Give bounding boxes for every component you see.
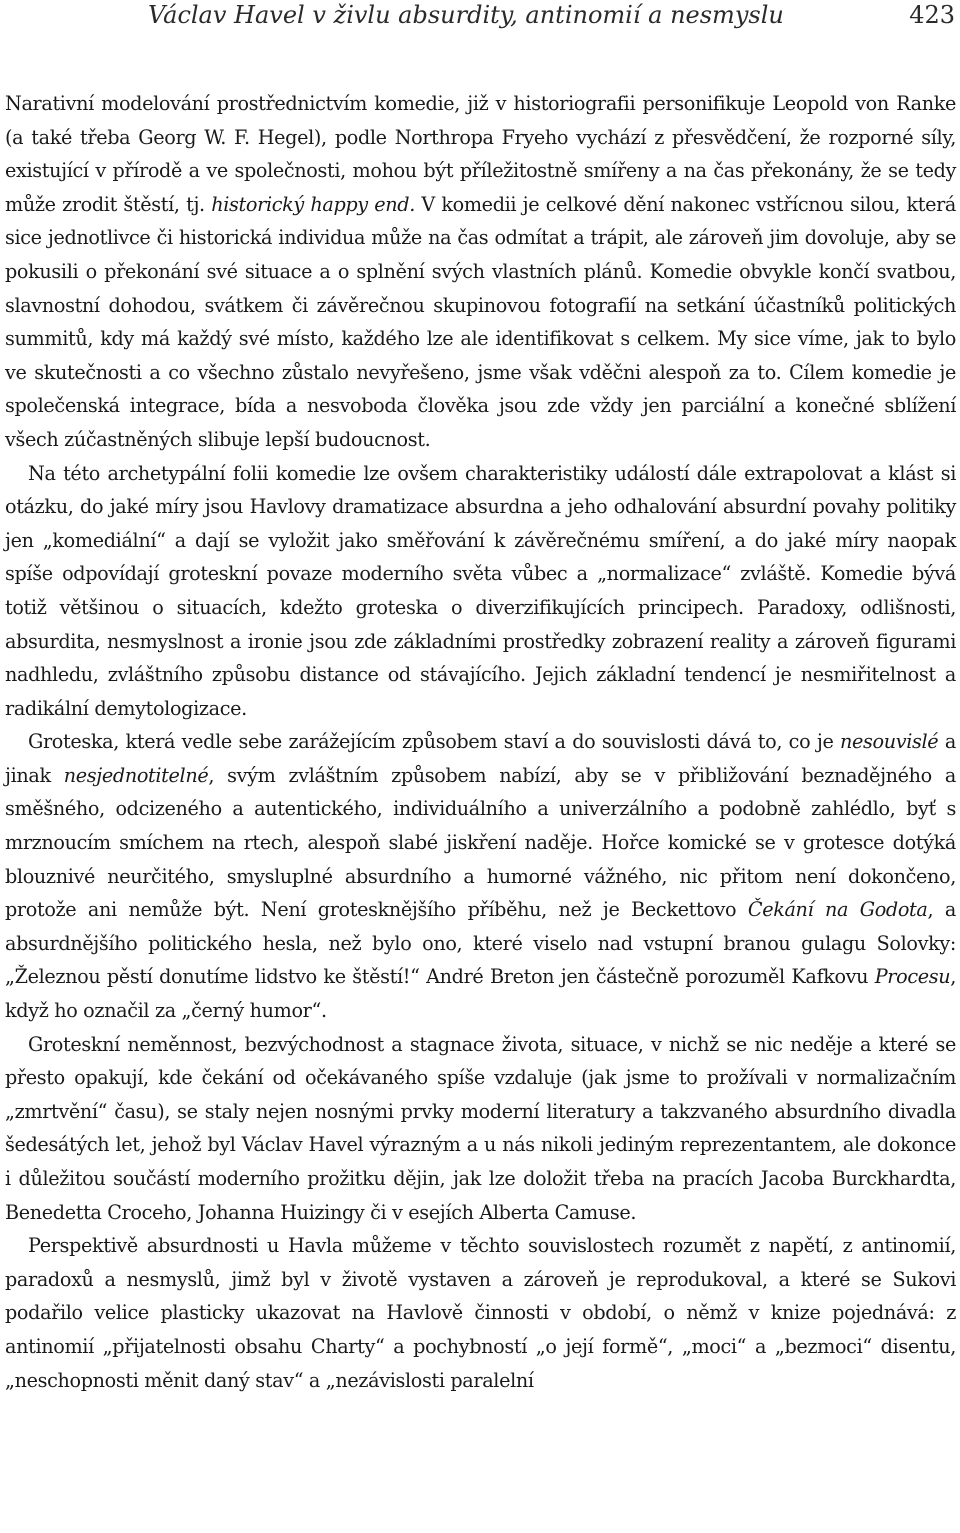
paragraph [5, 725, 956, 1027]
text-run: Perspektivě absurdnosti u Havla můžeme v těchto souvislostech rozumět z napětí, z antinomií, paradoxů a nesmyslů, jimž byl v životě vystaven a zároveň je reprodukoval, a které se Sukovi podařilo velice plasticky ukazovat na Havlově činnosti v období, o němž v knize pojednává: z antinomií „přijatelnosti obsahu Charty“ a pochybností „o její formě“, „moci“ a „bezmoci“ disentu, „neschopnosti měnit daný stav“ a „nezávislosti paralelní [5, 1234, 956, 1392]
text-run: , a absurdnějšího politického hesla, než bylo ono, které viselo nad vstupní branou gulagu Solovky: „Železnou pěstí donutíme lidstvo ke štěstí!“ André Breton jen částečně porozuměl Kafkovu [5, 898, 956, 989]
italic-text-run: Čekání na Godota [747, 898, 928, 922]
italic-text-run: historický happy end. [211, 192, 415, 216]
text-run: V komedii je celkové dění nakonec vstřícnou silou, která sice jednotlivce či historická individua může na čas odmítat a trápit, ale zároveň jim dovoluje, aby se pokusili o překonání své situace a o splnění svých vlastních plánů. Komedie obvykle končí svatbou, slavnostní dohodou, svátkem či závěrečnou skupinovou fotografií na setkání účastníků politických summitů, kdy má každý své místo, každého lze ale identifikovat s celkem. My sice víme, jak to bylo ve skutečnosti a co všechno zůstalo nevyřešeno, jsme však vděčni alespoň za to. Cílem komedie je společenská integrace, bída a nesvoboda člověka jsou zde vždy jen parciální a konečné sblížení všech zúčastněných slibuje lepší budoucnost. [5, 192, 956, 451]
text-run: Narativní modelování prostřednictvím komedie, již v historiografii personifikuje Leopold von Ranke (a také třeba Georg W. F. Hegel), podle Northropa Fryeho vychází z přesvědčení, že rozporné síly, existující v přírodě a ve společnosti, mohou být příležitostně smířeny a na čas překonány, že se tedy může zrodit štěstí, tj. [5, 92, 956, 216]
text-run: , svým zvláštním způsobem nabízí, aby se v přibližování beznadějného a směšného, odcizeného a autentického, individuálního a univerzálního a podobně zahlédlo, byť s mrznoucím smíchem na rtech, alespoň slabé jiskření naděje. Hořce komické se v grotesce dotýká blouznivé neurčitého, smysluplné absurdního a humorné vážného, nic přitom není dokončeno, protože ani nemůže být. Není grotesknějšího příběhu, než je Beckettovo [5, 763, 956, 922]
text-run: Na této archetypální folii komedie lze ovšem charakteristiky událostí dále extrapolovat a klást si otázku, do jaké míry jsou Havlovy dramatizace absurdna a jeho odhalování absurdní povahy politiky jen „komediální“ a dají se vyložit jako směřování k závěrečnému smíření, a do jaké míry naopak spíše odpovídají groteskní povaze moderního světa vůbec a „normalizace“ zvláště. Komedie bývá totiž většinou o situacích, kdežto groteska o diverzifikujících principech. Paradoxy, odlišnosti, absurdita, nesmyslnost a ironie jsou zde základními prostředky zobrazení reality a zároveň figurami nadhledu, zvláštního způsobu distance od stávajícího. Jejich základní tendencí je nesmiřitelnost a radikální demytologizace. [5, 461, 956, 720]
paragraph [5, 87, 956, 457]
italic-text-run: Procesu [874, 965, 951, 989]
italic-text-run: nesjednotitelné [63, 763, 209, 787]
text-run: , když ho označil za „černý humor“. [5, 965, 956, 1023]
running-header [0, 0, 960, 34]
paragraph [5, 1028, 956, 1230]
running-title: Václav Havel v živlu absurdity, antinomií a nesmyslu [148, 1, 784, 29]
italic-text-run: nesouvislé [840, 730, 939, 754]
text-run: a jinak [5, 730, 956, 787]
page-number: 423 [909, 1, 955, 29]
text-run: Groteska, která vedle sebe zarážejícím způsobem staví a do souvislosti dává to, co je [28, 730, 841, 754]
paragraph [5, 457, 956, 726]
paragraph [5, 1229, 956, 1397]
text-run: Groteskní neměnnost, bezvýchodnost a stagnace života, situace, v nichž se nic neděje a které se přesto opakují, kde čekání od očekávaného spíše vzdaluje (jak jsme to prožívali v normalizačním „zmrtvění“ času), se staly nejen nosnými prvky moderní literatury a takzvaného absurdního divadla šedesátých let, jehož byl Václav Havel výrazným a u nás nikoli jediným reprezentantem, ale dokonce i důležitou součástí moderního prožitku dějin, jak lze doložit třeba na pracích Jacoba Burckhardta, Benedetta Croceho, Johanna Huizingy či v esejích Alberta Camuse. [5, 1032, 956, 1224]
body-text [5, 87, 956, 1397]
